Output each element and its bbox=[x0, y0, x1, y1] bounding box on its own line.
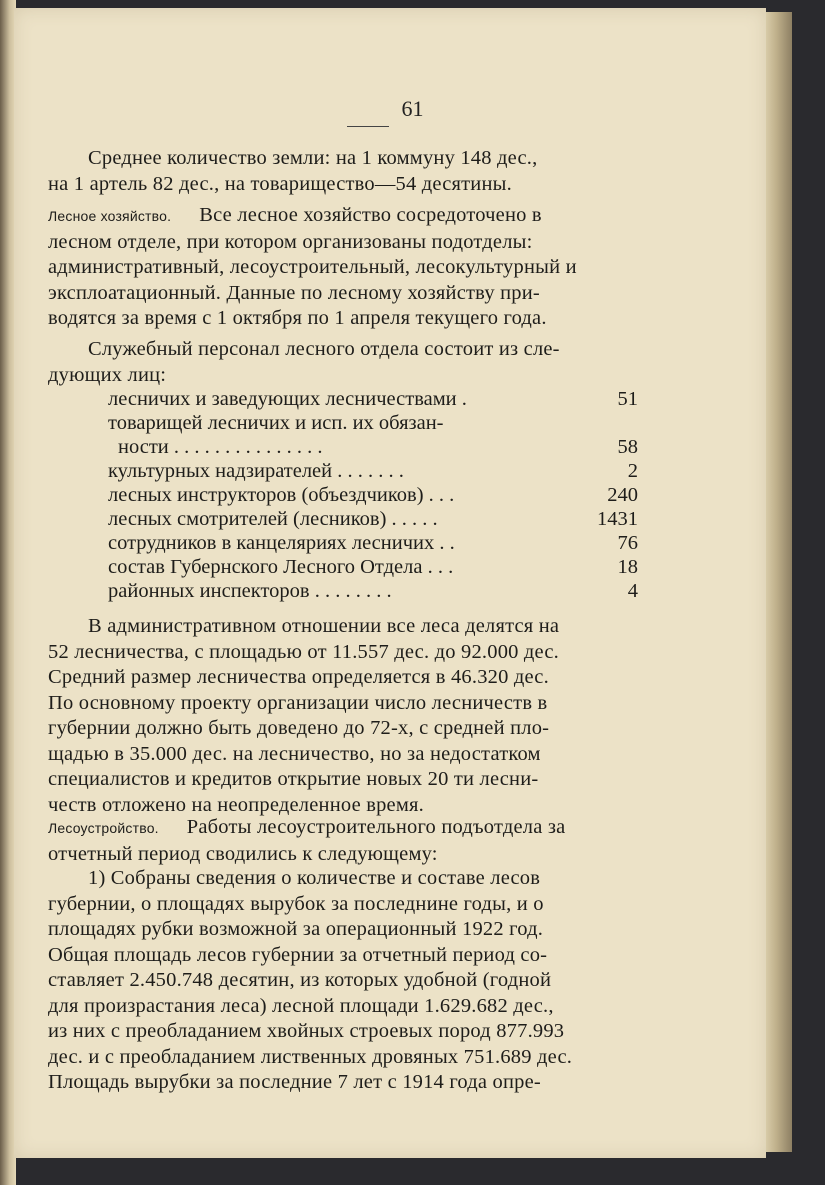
text-line: честв отложено на неопределенное время. bbox=[48, 793, 424, 816]
text-line: Работы лесоустроительного подъотдела за bbox=[186, 816, 566, 838]
staff-label: состав Губернского Лесного Отдела . . . bbox=[108, 556, 454, 578]
staff-row bbox=[108, 507, 638, 531]
staff-row bbox=[108, 555, 638, 579]
page-number-rule bbox=[347, 126, 389, 127]
staff-row bbox=[108, 531, 638, 555]
staff-label: культурных надзирателей . . . . . . . bbox=[108, 460, 404, 482]
page-number: 61 bbox=[401, 96, 424, 121]
text-line: Средний размер лесничества определяется в 46.320 дес. bbox=[48, 666, 549, 688]
staff-value: 18 bbox=[617, 556, 638, 578]
text-line: 1) Собраны сведения о количестве и составе лесов bbox=[88, 867, 541, 889]
staff-row bbox=[108, 483, 638, 507]
staff-value: 240 bbox=[607, 484, 638, 506]
staff-label: сотрудников в канцеляриях лесничих . . bbox=[108, 532, 455, 554]
text-line: Среднее количество земли: на 1 коммуну 148 дес., bbox=[88, 147, 538, 169]
staff-label: районных инспекторов . . . . . . . . bbox=[108, 580, 392, 602]
staff-value: 58 bbox=[617, 436, 638, 458]
paragraph-administration bbox=[48, 614, 688, 818]
text-line: специалистов и кредитов открытие новых 20 ти лесни- bbox=[48, 768, 539, 790]
text-line: губернии должно быть доведено до 72-х, с средней пло- bbox=[48, 717, 550, 739]
text-line: ставляет 2.450.748 десятин, из которых удобной (годной bbox=[48, 969, 552, 991]
text-line: водятся за время с 1 октября по 1 апреля текущего года. bbox=[48, 307, 547, 329]
staff-row bbox=[108, 411, 638, 435]
text-line: В административном отношении все леса делятся на bbox=[88, 615, 560, 637]
staff-value: 2 bbox=[627, 460, 638, 482]
staff-value: 4 bbox=[627, 580, 638, 602]
text-line: Служебный персонал лесного отдела состоит из сле- bbox=[88, 338, 560, 360]
staff-row bbox=[108, 459, 638, 483]
staff-list bbox=[108, 387, 638, 603]
text-line: щадью в 35.000 дес. на лесничество, но за недостатком bbox=[48, 742, 541, 765]
staff-value: 76 bbox=[617, 532, 638, 554]
text-line: губернии, о площадях вырубок за последнине годы, и о bbox=[48, 892, 544, 915]
text-line: административный, лесоустроительный, лесокультурный и bbox=[48, 256, 577, 278]
text-line: Общая площадь лесов губернии за отчетный период со- bbox=[48, 943, 548, 966]
staff-value: 51 bbox=[617, 388, 638, 410]
paragraph-forest-management bbox=[48, 815, 688, 867]
staff-label: лесничих и заведующих лесничествами . bbox=[108, 388, 467, 410]
staff-row bbox=[108, 387, 638, 411]
staff-label: лесных смотрителей (лесников) . . . . . bbox=[108, 508, 438, 530]
staff-label: ности . . . . . . . . . . . . . . . bbox=[118, 436, 323, 458]
text-line: площадях рубки возможной за операционный 1922 год. bbox=[48, 918, 544, 940]
staff-row bbox=[108, 579, 638, 603]
text-line: для произрастания леса) лесной площади 1.629.682 дес., bbox=[48, 994, 554, 1017]
text-line: отчетный период сводились к следующему: bbox=[48, 842, 438, 865]
text-line: дес. и с преобладанием лиственных дровяных 751.689 дес. bbox=[48, 1045, 573, 1068]
paragraph-land-average bbox=[48, 146, 688, 197]
text-line: на 1 артель 82 дес., на товарищество—54 десятины. bbox=[48, 172, 512, 195]
paragraph-forestry bbox=[48, 203, 688, 332]
text-line: Все лесное хозяйство сосредоточено в bbox=[199, 204, 542, 226]
staff-label: лесных инструкторов (объездчиков) . . . bbox=[108, 484, 455, 506]
section-label-forestry: Лесное хозяйство. bbox=[48, 208, 172, 224]
text-line: 52 лесничества, с площадью от 11.557 дес. до 92.000 дес. bbox=[48, 640, 559, 663]
text-line: Площадь вырубки за последние 7 лет с 1914 года опре- bbox=[48, 1071, 541, 1093]
text-line: По основному проекту организации число лесничеств в bbox=[48, 691, 548, 714]
text-line: из них с преобладанием хвойных строевых пород 877.993 bbox=[48, 1020, 565, 1042]
text-line: эксплоатационный. Данные по лесному хозяйству при- bbox=[48, 281, 540, 304]
paragraph-staff-intro bbox=[48, 337, 688, 388]
section-label-forest-management: Лесоустройство. bbox=[48, 820, 159, 836]
page-edge bbox=[766, 12, 792, 1152]
staff-value: 1431 bbox=[597, 508, 638, 530]
staff-label: товарищей лесничих и исп. их обязан- bbox=[108, 412, 444, 434]
staff-row bbox=[108, 435, 638, 459]
text-line: дующих лиц: bbox=[48, 363, 167, 386]
paragraph-collected-data bbox=[48, 866, 688, 1096]
text-line: лесном отделе, при котором организованы подотделы: bbox=[48, 230, 533, 253]
